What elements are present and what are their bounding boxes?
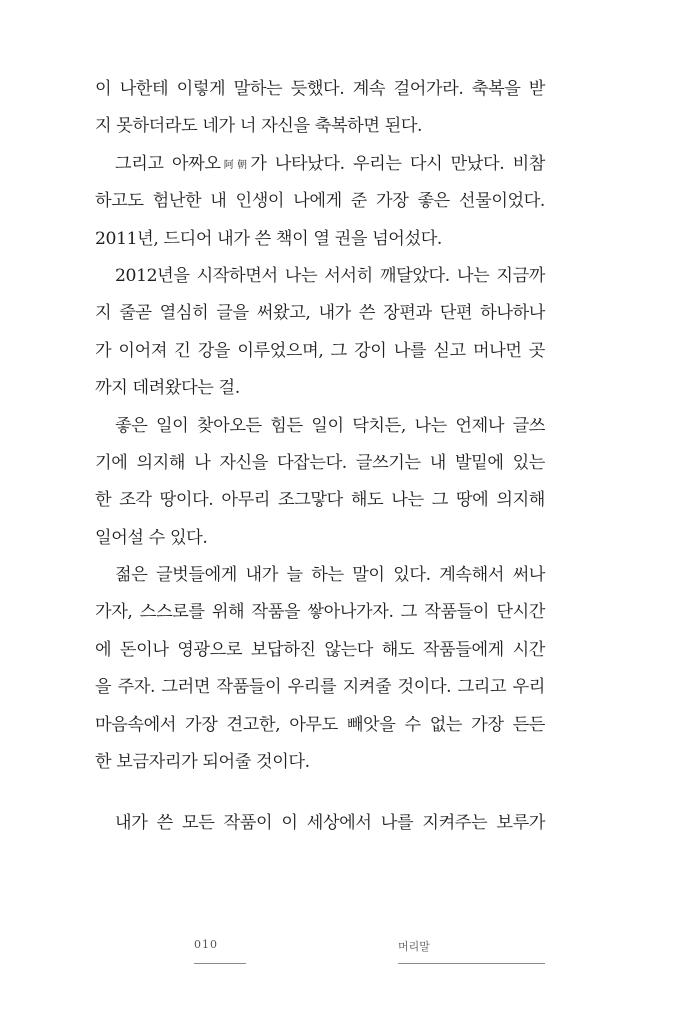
text-segment: 가 나타났다. 우리는 다시 만났다. 비참 (250, 153, 545, 174)
text-line: 일어설 수 있다. (95, 527, 208, 548)
page-number: 010 (194, 938, 218, 951)
text-line (95, 146, 545, 183)
text-line: 지 못하더라도 네가 너 자신을 축복하면 된다. (95, 116, 423, 137)
text-line: 내가 쓴 모든 작품이 이 세상에서 나를 지켜주는 보루가 (115, 813, 545, 833)
text-line: 가자, 스스로를 위해 작품을 쌓아나가자. 그 작품들이 단시간 (95, 602, 545, 623)
text-line: 마음속에서 가장 견고한, 아무도 빼앗을 수 없는 가장 든든 (95, 714, 545, 735)
body-text (95, 71, 545, 781)
text-line: 이 나한테 이렇게 말하는 듯했다. 계속 걸어가라. 축복을 받 (95, 79, 545, 99)
text-line: 가 이어져 긴 강을 이루었으며, 그 강이 나를 싣고 머나먼 곳 (95, 340, 545, 361)
text-line: 까지 데려왔다는 걸. (95, 378, 240, 399)
text-line: 2011년, 드디어 내가 쓴 책이 열 권을 넘어섰다. (95, 228, 442, 249)
footer-divider (398, 963, 545, 964)
text-line: 에 돈이나 영광으로 보답하진 않는다 해도 작품들에게 시간 (95, 639, 545, 660)
running-section-title: 머리말 (398, 940, 430, 953)
text-line: 한 보금자리가 되어줄 것이다. (95, 752, 310, 773)
text-segment: 그리고 아짜오 (115, 153, 221, 174)
footer-divider (194, 963, 246, 964)
text-line: 2012년을 시작하면서 나는 서서히 깨달았다. 나는 지금까 (115, 265, 545, 286)
text-line: 좋은 일이 찾아오든 힘든 일이 닥치든, 나는 언제나 글쓰 (115, 415, 545, 436)
hanja-annotation: 阿朝 (220, 159, 251, 171)
text-line: 기에 의지해 나 자신을 다잡는다. 글쓰기는 내 발밑에 있는 (95, 452, 545, 473)
text-line: 한 조각 땅이다. 아무리 조그맣다 해도 나는 그 땅에 의지해 (95, 490, 545, 511)
text-line: 하고도 험난한 내 인생이 나에게 준 가장 좋은 선물이었다. (95, 191, 545, 212)
text-line: 을 주자. 그러면 작품들이 우리를 지켜줄 것이다. 그리고 우리 (95, 677, 545, 698)
text-line: 지 줄곧 열심히 글을 써왔고, 내가 쓴 장편과 단편 하나하나 (95, 303, 545, 324)
text-line: 젊은 글벗들에게 내가 늘 하는 말이 있다. 계속해서 써나 (115, 565, 545, 586)
